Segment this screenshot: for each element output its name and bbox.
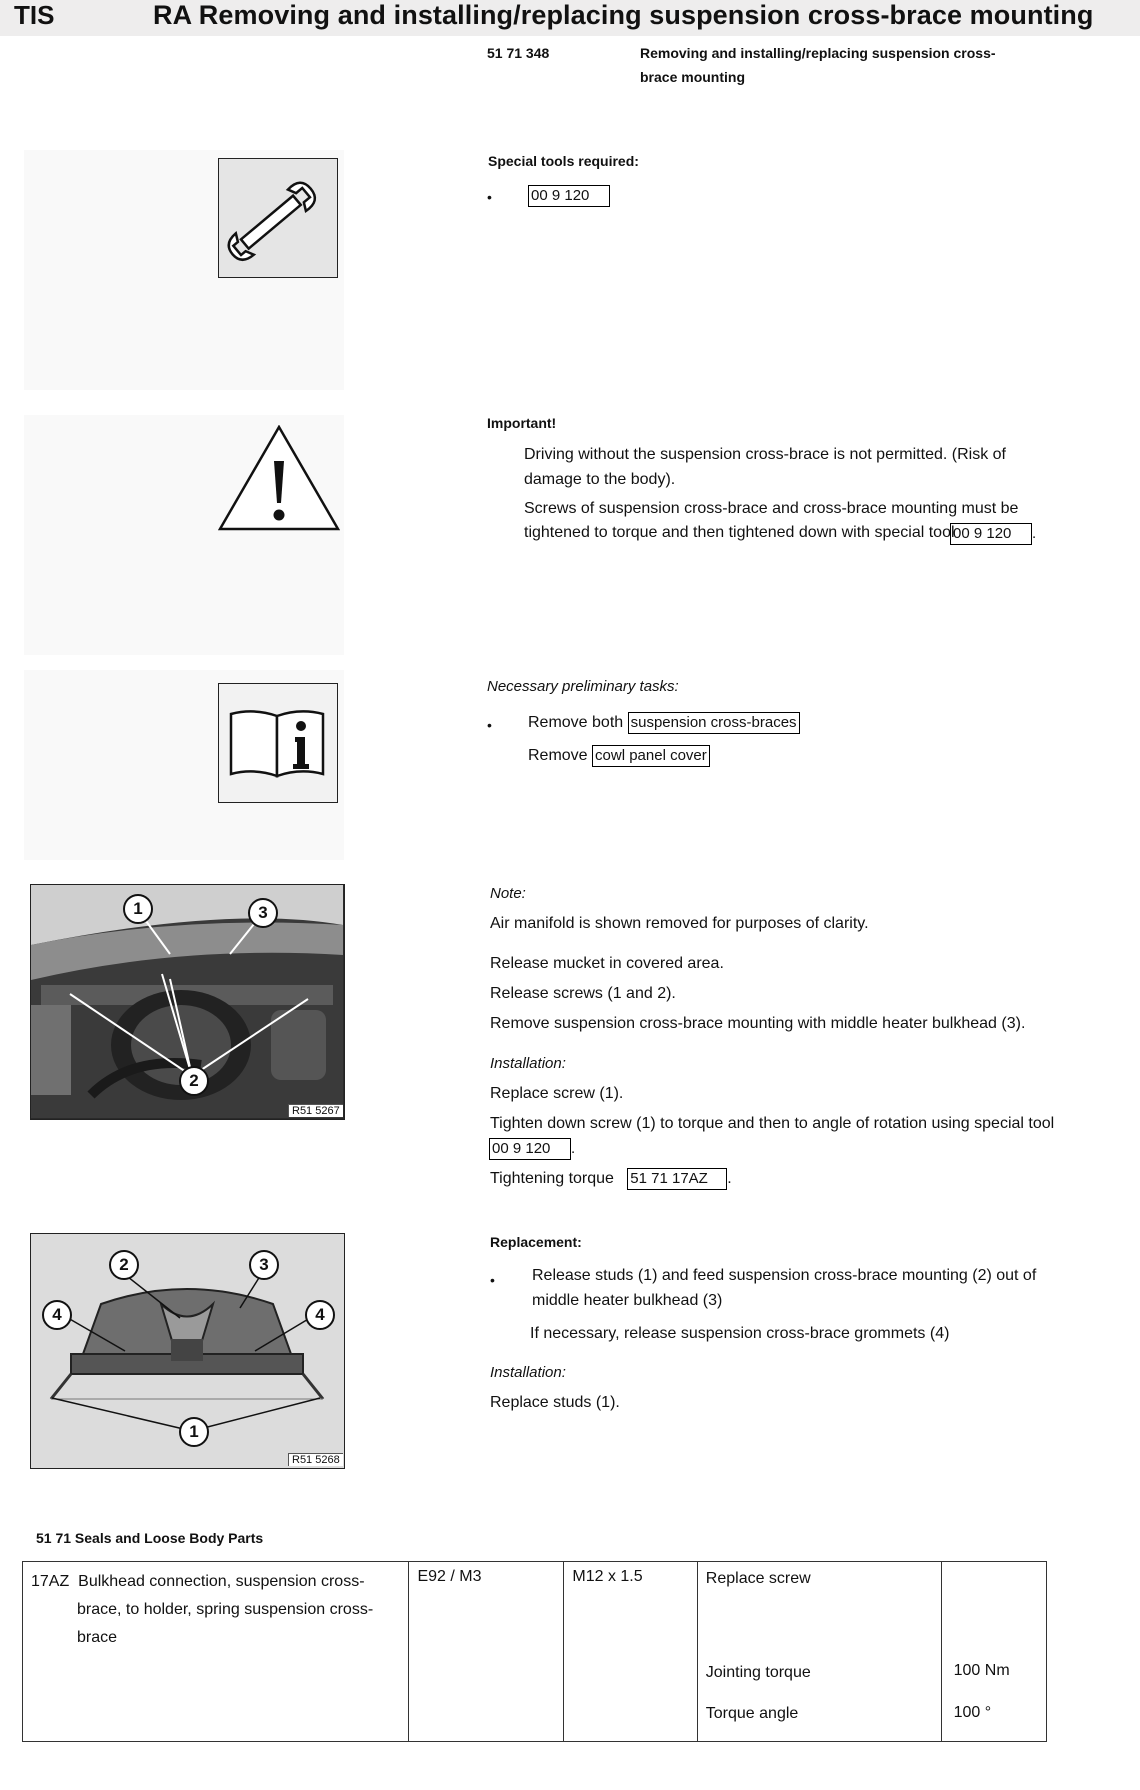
prelim-item2-text: Remove: [528, 747, 588, 764]
torque-spec-link[interactable]: 51 71 17AZ: [627, 1168, 727, 1190]
install-step-1: Replace screw (1).: [490, 1085, 624, 1102]
doc-code: 51 71 348: [487, 45, 550, 61]
spec-model: E92 / M3: [409, 1562, 564, 1742]
special-tool-link[interactable]: 00 9 120: [528, 185, 610, 207]
manual-info-icon: [218, 683, 338, 803]
app-name: TIS: [14, 0, 55, 30]
prelim-item1-text: Remove both: [528, 714, 624, 731]
step-2: Release screws (1 and 2).: [490, 985, 676, 1002]
tools-heading: Special tools required:: [488, 153, 639, 169]
install-step-2: Tighten down screw (1) to torque and then to angle of rotation using special tool: [490, 1115, 1055, 1132]
special-tool-link[interactable]: 00 9 120: [489, 1138, 571, 1160]
spec-desc-line2: brace, to holder, spring suspension cross-: [77, 1601, 374, 1618]
bullet: •: [487, 717, 492, 733]
angle-value: 100 °: [953, 1704, 992, 1721]
replacement-line1: Release studs (1) and feed suspension cross-brace mounting (2) out of: [532, 1267, 1037, 1284]
doc-subject-line2: brace mounting: [640, 69, 746, 85]
installation-heading: Installation:: [490, 1055, 566, 1072]
spec-code: 17AZ: [31, 1573, 70, 1590]
callout-1: 1: [123, 894, 153, 924]
spec-action: Replace screw: [705, 1570, 811, 1587]
torque-label: Tightening torque: [490, 1170, 614, 1187]
spec-desc-line1: Bulkhead connection, suspension cross-: [78, 1573, 365, 1590]
replacement-heading: Replacement:: [490, 1234, 582, 1250]
callout-4-right: 4: [305, 1300, 335, 1330]
bullet: •: [490, 1272, 495, 1288]
joint-value: 100 Nm: [953, 1662, 1010, 1679]
warning-icon: [218, 425, 340, 531]
callout-2: 2: [109, 1250, 139, 1280]
note-heading: Note:: [490, 885, 526, 902]
spec-thread: M12 x 1.5: [564, 1562, 697, 1742]
important-line1: Driving without the suspension cross-brace is not permitted. (Risk of: [524, 446, 1006, 463]
figure-label: R51 5267: [288, 1104, 343, 1117]
callout-2: 2: [179, 1066, 209, 1096]
important-line2: damage to the body).: [524, 471, 676, 488]
trailing-dot: .: [727, 1170, 732, 1187]
replacement-line3: If necessary, release suspension cross-brace grommets (4): [530, 1325, 950, 1342]
callout-3: 3: [249, 1250, 279, 1280]
trailing-dot: .: [571, 1140, 576, 1157]
joint-label: Jointing torque: [705, 1664, 811, 1681]
spec-heading: 51 71 Seals and Loose Body Parts: [36, 1530, 264, 1546]
page-title: RA Removing and installing/replacing suspension cross-brace mounting: [153, 0, 1094, 30]
spec-table: [22, 1561, 1047, 1742]
callout-1: 1: [179, 1417, 209, 1447]
callout-4-left: 4: [42, 1300, 72, 1330]
table-row: [23, 1562, 1047, 1742]
special-tool-link[interactable]: 00 9 120: [950, 523, 1032, 545]
replacement-line2: middle heater bulkhead (3): [532, 1292, 723, 1309]
figure-label: R51 5268: [288, 1453, 343, 1466]
spec-values-cell: [941, 1562, 1046, 1742]
installation-heading: Installation:: [490, 1364, 566, 1381]
wrench-icon: [218, 158, 338, 278]
trailing-dot: .: [1032, 525, 1037, 542]
bullet: •: [487, 189, 492, 205]
install-step-1: Replace studs (1).: [490, 1394, 620, 1411]
important-line4: tightened to torque and then tightened down with special tool: [524, 524, 955, 541]
doc-subject-line1: Removing and installing/replacing suspension cross-: [640, 45, 996, 61]
important-heading: Important!: [487, 415, 557, 431]
note-text: Air manifold is shown removed for purposes of clarity.: [490, 915, 869, 932]
spec-desc-line3: brace: [77, 1629, 118, 1646]
important-line3: Screws of suspension cross-brace and cross-brace mounting must be: [524, 500, 1019, 517]
prelim-heading: Necessary preliminary tasks:: [487, 678, 679, 695]
cowl-panel-link[interactable]: cowl panel cover: [592, 745, 710, 767]
step-3: Remove suspension cross-brace mounting with middle heater bulkhead (3).: [490, 1015, 1026, 1032]
callout-3: 3: [248, 898, 278, 928]
cross-braces-link[interactable]: suspension cross-braces: [628, 712, 800, 734]
spec-desc-cell: [23, 1562, 409, 1742]
spec-action-cell: [697, 1562, 941, 1742]
step-1: Release mucket in covered area.: [490, 955, 724, 972]
angle-label: Torque angle: [705, 1705, 799, 1722]
